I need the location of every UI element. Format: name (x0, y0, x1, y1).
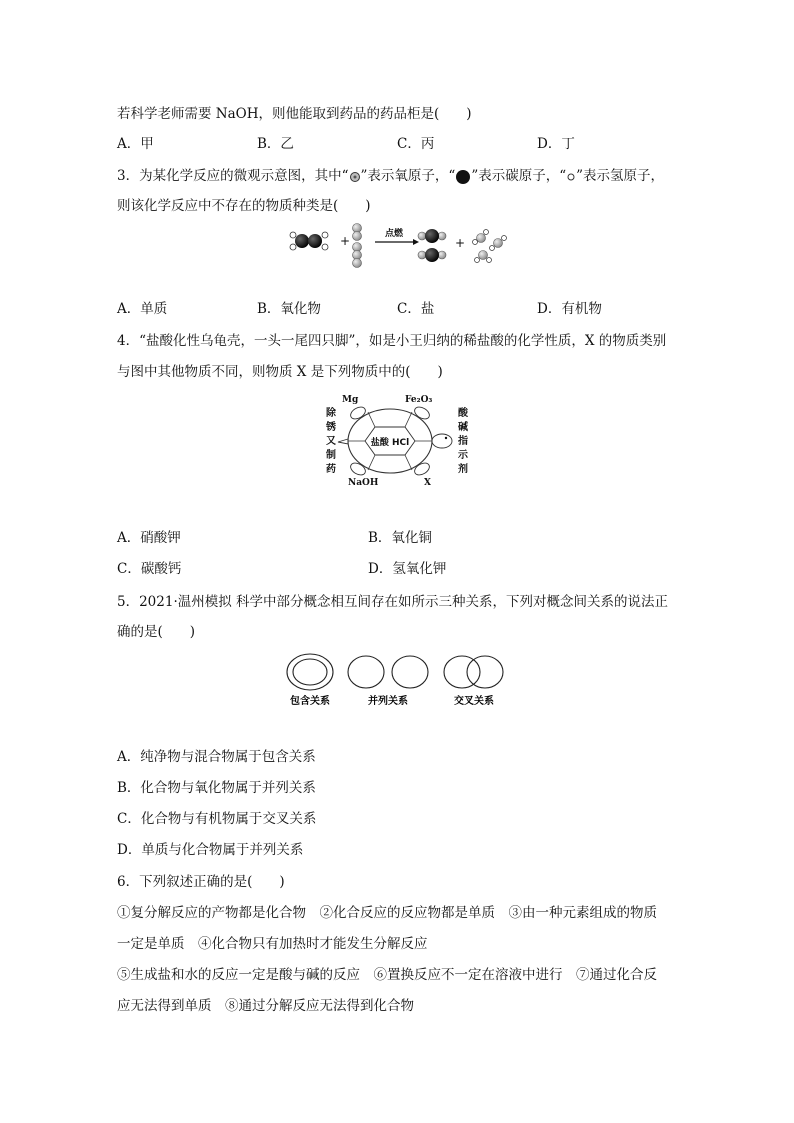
q2-option-b: B．乙 (257, 136, 294, 152)
q5-relation-diagram (280, 650, 520, 712)
q6-line-3: ⑤生成盐和水的反应一定是酸与碱的反应 ⑥置换反应不一定在溶液中进行 ⑦通过化合反 (117, 967, 657, 983)
q5-stem-line1: 5．2021·温州模拟 科学中部分概念相互间存在如所示三种关系，下列对概念间关系的说法正 (117, 594, 669, 610)
q3-option-b: B．氧化物 (257, 301, 321, 317)
q3-option-d: D．有机物 (537, 301, 602, 317)
turtle-left-vertical-text (325, 406, 337, 475)
parallel-circles (348, 656, 428, 688)
caption-containment: 包含关系 (290, 696, 330, 707)
right-char-3: 指 (458, 436, 468, 447)
q5-option-b: B．化合物与氧化物属于并列关系 (117, 780, 316, 796)
reactant-organic-molecule (290, 232, 328, 250)
q5-option-c: C．化合物与有机物属于交叉关系 (117, 811, 317, 827)
carbon-atom-icon (455, 169, 471, 185)
q4-option-b: B．氧化铜 (368, 530, 432, 546)
q5-option-d: D．单质与化合物属于并列关系 (117, 842, 304, 858)
svg-text:+: + (455, 236, 466, 250)
turtle-label-x: X (424, 478, 431, 488)
q3-stem-line2: 则该化学反应中不存在的物质种类是( ) (117, 198, 371, 214)
q6-line-1: ①复分解反应的产物都是化合物 ②化合反应的反应物都是单质 ③由一种元素组成的物质 (117, 905, 657, 921)
q6-line-2: 一定是单质 ④化合物只有加热时才能发生分解反应 (117, 936, 428, 952)
turtle-label-naoh: NaOH (348, 478, 379, 488)
q3-stem-part4: ”表示氢原子， (576, 168, 665, 184)
left-char-3: 又 (326, 436, 336, 447)
turtle-center-label: 盐酸 HCl (370, 438, 410, 448)
q4-option-d: D．氢氧化钾 (368, 561, 447, 577)
q3-stem-line1 (117, 166, 664, 186)
q3-stem-part1: 3．为某化学反应的微观示意图，其中“ (117, 168, 349, 184)
turtle-label-mg: Mg (342, 395, 359, 405)
q4-option-a: A．硝酸钾 (117, 530, 181, 546)
q6-stem: 6．下列叙述正确的是( ) (117, 874, 285, 890)
q2-option-a: A．甲 (117, 136, 154, 152)
reaction-condition-label: 点燃 (385, 229, 404, 239)
q4-turtle-diagram (318, 392, 478, 490)
right-char-4: 示 (458, 450, 468, 461)
left-char-5: 药 (326, 464, 336, 475)
q3-stem-part2: ”表示氧原子，“ (360, 168, 456, 184)
caption-parallel: 并列关系 (368, 696, 408, 707)
q3-option-c: C．盐 (397, 301, 435, 317)
left-char-1: 除 (326, 408, 336, 419)
left-char-2: 锈 (326, 422, 336, 433)
q4-stem-line1: 4．“盐酸化性乌龟壳，一头一尾四只脚”，如是小王归纳的稀盐酸的化学性质，X 的物质类别 (117, 333, 667, 349)
reactant-oxygen-molecules (353, 224, 362, 268)
right-char-2: 碱 (458, 422, 468, 433)
q4-stem-line2: 与图中其他物质不同，则物质 X 是下列物质中的( ) (117, 364, 443, 380)
oxygen-atom-icon (349, 171, 361, 183)
right-char-5: 剂 (458, 464, 468, 475)
product-water-molecules (473, 230, 507, 263)
q3-stem-part3: ”表示碳原子，“ (471, 168, 567, 184)
caption-intersection: 交叉关系 (454, 696, 494, 707)
intersection-circles (444, 656, 503, 688)
containment-circles (287, 654, 333, 690)
hydrogen-atom-icon (566, 172, 576, 182)
q2-option-d: D．丁 (537, 136, 575, 152)
q2-stem-tail: 若科学老师需要 NaOH，则他能取到药品的药品柜是( ) (117, 106, 472, 122)
turtle-head (432, 434, 452, 448)
q4-option-c: C．碳酸钙 (117, 561, 182, 577)
q2-option-c: C．丙 (397, 136, 435, 152)
turtle-label-fe2o3: Fe₂O₃ (405, 395, 433, 405)
q6-line-4: 应无法得到单质 ⑧通过分解反应无法得到化合物 (117, 998, 414, 1014)
right-char-1: 酸 (458, 408, 468, 419)
q3-option-a: A．单质 (117, 301, 168, 317)
q3-reaction-diagram (285, 222, 525, 272)
q5-stem-line2: 确的是( ) (117, 624, 196, 640)
svg-text:+: + (340, 234, 351, 248)
product-carbon-dioxide-molecules (418, 229, 446, 262)
left-char-4: 制 (326, 450, 336, 461)
turtle-right-vertical-text (458, 406, 469, 475)
q5-option-a: A．纯净物与混合物属于包含关系 (117, 749, 316, 765)
